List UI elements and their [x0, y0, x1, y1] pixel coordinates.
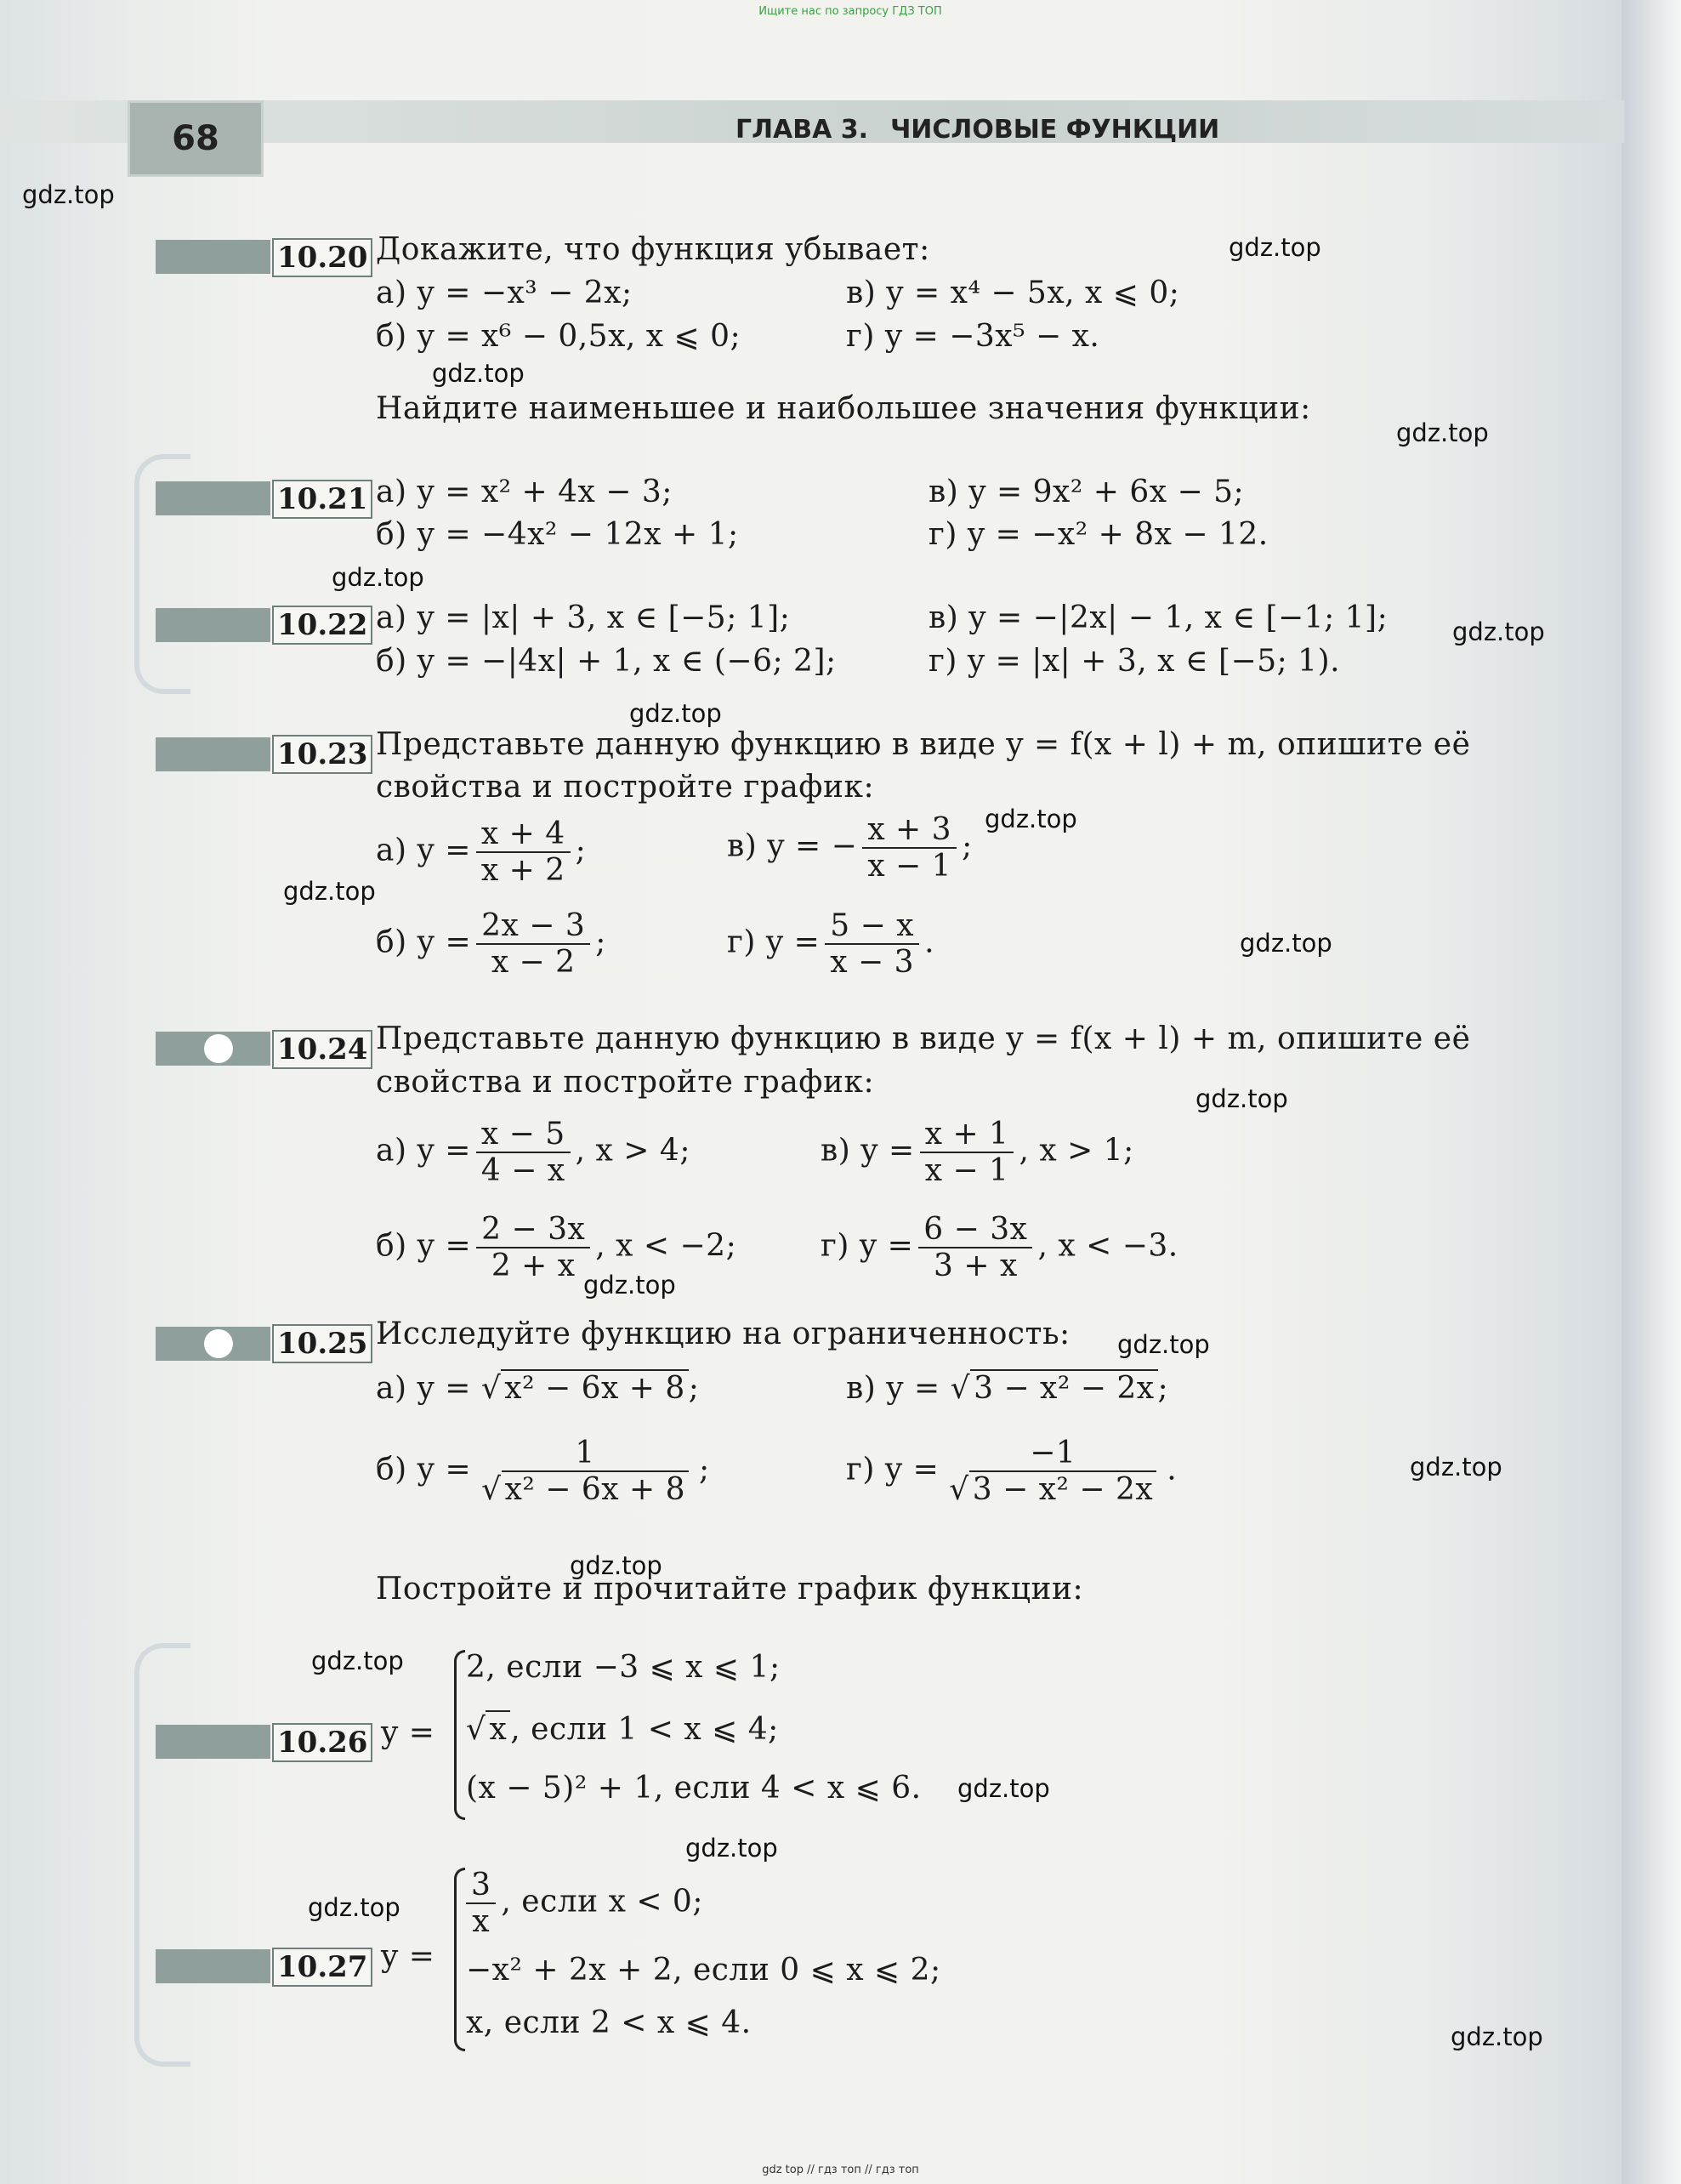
watermark: gdz.top [1229, 233, 1321, 262]
item-g: г) y = −x² + 8x − 12. [929, 517, 1269, 552]
item-a: а) y = $\frac{x - 5}{4 - x}$ , x > 4; [376, 1117, 690, 1189]
watermark: gdz.top [570, 1551, 662, 1580]
item-a: а) y = $\frac{x + 4}{x + 2}$ ; [376, 816, 587, 889]
case-1: $\frac{3}{x}$ , если x < 0; [466, 1868, 703, 1940]
item-v: в) y = 9x² + 6x − 5; [929, 475, 1245, 509]
item-b: б) y = $\frac{1}{\text{√ x² − 6x + 8}}$ ; [376, 1436, 710, 1508]
item-v: в) y = x⁴ − 5x, x ⩽ 0; [846, 276, 1180, 310]
watermark: gdz.top [957, 1774, 1050, 1803]
problem-number: 10.24 [272, 1030, 372, 1069]
item-a: а) y = √ x² − 6x + 8 ; [376, 1371, 700, 1406]
item-v: в) y = √ 3 − x² − 2x ; [846, 1371, 1169, 1406]
top-note: Ищите нас по запросу ГДЗ ТОП [758, 5, 942, 18]
item-g: г) y = $\frac{5 - x}{x - 3}$ . [727, 908, 935, 981]
piecewise-brace [454, 1868, 465, 2051]
problem-bar [156, 481, 270, 515]
watermark: gdz.top [1410, 1453, 1502, 1482]
watermark: gdz.top [1452, 617, 1545, 646]
item-b: б) y = $\frac{2x - 3}{x - 2}$ ; [376, 908, 606, 981]
watermark: gdz.top [1451, 2022, 1543, 2051]
piecewise-lhs: y = [381, 1715, 435, 1750]
group-bracket [134, 1643, 190, 2067]
problem-task: Докажите, что функция убывает: [376, 232, 930, 267]
case-3: x, если 2 < x ⩽ 4. [466, 2005, 752, 2040]
problem-number: 10.27 [272, 1948, 372, 1987]
problem-number: 10.21 [272, 480, 372, 519]
piecewise-brace [454, 1650, 465, 1820]
section-heading: Постройте и прочитайте график функции: [376, 1572, 1084, 1607]
item-a: а) y = x² + 4x − 3; [376, 475, 673, 509]
problem-task: Исследуйте функцию на ограниченность: [376, 1317, 1071, 1351]
case-2: √ x , если 1 < x ⩽ 4; [466, 1712, 779, 1747]
item-a: а) y = |x| + 3, x ∈ [−5; 1]; [376, 600, 791, 635]
item-b: б) y = x⁶ − 0,5x, x ⩽ 0; [376, 319, 741, 354]
problem-task: Представьте данную функцию в виде y = f(x + l) + m, опишите её [376, 1021, 1471, 1056]
item-g: г) y = $\frac{-1}{\text{√ 3 − x² − 2x}}$ . [846, 1436, 1178, 1508]
case-1: 2, если −3 ⩽ x ⩽ 1; [466, 1650, 781, 1685]
problem-bar [156, 1949, 270, 1983]
item-v: в) y = − $\frac{x + 3}{x - 1}$ ; [727, 812, 973, 884]
item-b: б) y = −4x² − 12x + 1; [376, 517, 739, 552]
problem-bar [156, 737, 270, 771]
watermark: gdz.top [685, 1834, 778, 1863]
watermark: gdz.top [432, 359, 525, 388]
problem-task: Представьте данную функцию в виде y = f(x + l) + m, опишите её [376, 727, 1471, 762]
case-3: (x − 5)² + 1, если 4 < x ⩽ 6. [466, 1771, 922, 1806]
watermark: gdz.top [1117, 1330, 1210, 1359]
watermark: gdz.top [332, 563, 424, 592]
item-v: в) y = −|2x| − 1, x ∈ [−1; 1]; [929, 600, 1389, 635]
watermark: gdz.top [283, 877, 376, 906]
item-g: г) y = $\frac{6 - 3x}{3 + x}$ , x < −3. [821, 1212, 1178, 1284]
item-b: б) y = $\frac{2 - 3x}{2 + x}$ , x < −2; [376, 1212, 737, 1284]
problem-task-cont: свойства и постройте график: [376, 770, 875, 805]
problem-bar [156, 608, 270, 642]
watermark: gdz.top [311, 1647, 404, 1675]
watermark: gdz.top [1195, 1084, 1288, 1113]
item-b: б) y = −|4x| + 1, x ∈ (−6; 2]; [376, 644, 837, 679]
item-g: г) y = −3x⁵ − x. [846, 319, 1100, 354]
difficulty-dot [204, 1034, 233, 1063]
section-heading: Найдите наименьшее и наибольшее значения функции: [376, 391, 1311, 426]
watermark: gdz.top [583, 1271, 676, 1300]
watermark: gdz.top [1240, 929, 1332, 958]
problem-task-cont: свойства и постройте график: [376, 1065, 875, 1100]
problem-bar [156, 240, 270, 274]
chapter-name: ЧИСЛОВЫЕ ФУНКЦИИ [890, 115, 1220, 145]
problem-number: 10.26 [272, 1723, 372, 1762]
problem-number: 10.23 [272, 735, 372, 774]
item-a: а) y = −x³ − 2x; [376, 276, 633, 310]
book-gutter [1621, 0, 1681, 2184]
difficulty-dot [204, 1329, 233, 1358]
item-g: г) y = |x| + 3, x ∈ [−5; 1). [929, 644, 1341, 679]
chapter-title [735, 115, 1219, 145]
problem-number: 10.20 [272, 238, 372, 277]
problem-bar [156, 1725, 270, 1759]
watermark: gdz.top [22, 180, 115, 209]
case-2: −x² + 2x + 2, если 0 ⩽ x ⩽ 2; [466, 1953, 941, 1988]
item-v: в) y = $\frac{x + 1}{x - 1}$ , x > 1; [821, 1117, 1134, 1189]
page-number: 68 [128, 100, 264, 177]
watermark: gdz.top [629, 699, 722, 728]
problem-number: 10.25 [272, 1324, 372, 1363]
problem-number: 10.22 [272, 606, 372, 645]
watermark: gdz.top [985, 805, 1077, 833]
piecewise-lhs: y = [381, 1939, 435, 1974]
watermark: gdz.top [308, 1893, 400, 1922]
watermark: gdz.top [1396, 418, 1489, 447]
chapter-number: ГЛАВА 3. [735, 115, 869, 145]
bottom-note: gdz top // гдз топ // гдз топ [762, 2164, 919, 2176]
